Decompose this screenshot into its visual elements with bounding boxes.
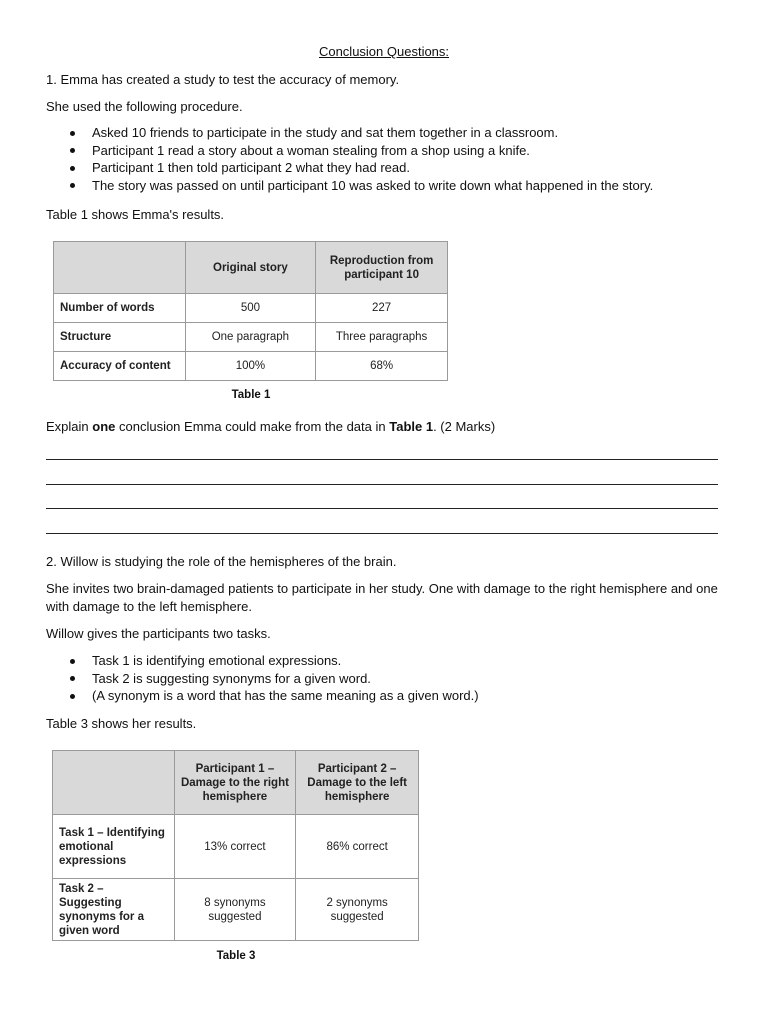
table-cell: 100%	[185, 352, 316, 381]
list-item: Task 2 is suggesting synonyms for a given word.	[46, 670, 718, 688]
table-row	[53, 815, 419, 879]
table-cell: 500	[185, 294, 316, 323]
table-corner-cell	[54, 242, 186, 294]
row-label: Task 2 – Suggesting synonyms for a given word	[53, 879, 175, 941]
q2-invite: She invites two brain-damaged patients to participate in her study. One with damage to the right hemisphere and one with damage to the left hemisphere.	[46, 581, 718, 614]
list-item: Asked 10 friends to participate in the study and sat them together in a classroom.	[46, 124, 718, 142]
column-header: Participant 1 – Damage to the right hemisphere	[174, 751, 296, 815]
answer-line[interactable]	[46, 459, 718, 460]
column-header: Participant 2 – Damage to the left hemisphere	[296, 751, 419, 815]
question-text: Explain	[46, 419, 93, 434]
answer-line[interactable]	[46, 508, 718, 509]
q1-table-intro: Table 1 shows Emma's results.	[46, 207, 225, 222]
q1-intro: 1. Emma has created a study to test the accuracy of memory.	[46, 72, 400, 87]
table-cell: 86% correct	[296, 815, 419, 879]
q1-procedure-intro: She used the following procedure.	[46, 99, 243, 114]
table-cell: 13% correct	[174, 815, 296, 879]
list-item: Task 1 is identifying emotional expressions.	[46, 652, 718, 670]
table-row	[54, 323, 448, 352]
row-label: Accuracy of content	[54, 352, 186, 381]
row-label: Task 1 – Identifying emotional expressions	[53, 815, 175, 879]
table-corner-cell	[53, 751, 175, 815]
q2-intro: 2. Willow is studying the role of the hemispheres of the brain.	[46, 554, 397, 569]
list-item: The story was passed on until participant 10 was asked to write down what happened in the story.	[46, 177, 718, 195]
q2-results-table	[52, 750, 419, 941]
q1-question	[46, 418, 718, 436]
answer-line[interactable]	[46, 533, 718, 534]
table-row	[53, 879, 419, 941]
table-cell: 2 synonyms suggested	[296, 879, 419, 941]
table-cell: Three paragraphs	[316, 323, 448, 352]
question-text: conclusion Emma could make from the data in	[115, 419, 390, 434]
q2-table-intro: Table 3 shows her results.	[46, 716, 197, 731]
table-caption: Table 3	[216, 950, 256, 962]
table-row	[54, 294, 448, 323]
question-emphasis: Table 1	[389, 419, 434, 434]
table-row	[54, 352, 448, 381]
column-header: Reproduction from participant 10	[316, 242, 448, 294]
question-emphasis: one	[92, 419, 116, 434]
table-caption: Table 1	[231, 389, 271, 401]
question-text: . (2 Marks)	[433, 419, 496, 434]
table-header-row	[54, 242, 448, 294]
table-cell: 68%	[316, 352, 448, 381]
q2-tasks-intro: Willow gives the participants two tasks.	[46, 626, 271, 641]
row-label: Structure	[54, 323, 186, 352]
list-item: Participant 1 read a story about a woman stealing from a shop using a knife.	[46, 142, 718, 160]
row-label: Number of words	[54, 294, 186, 323]
table-cell: One paragraph	[185, 323, 316, 352]
table-header-row	[53, 751, 419, 815]
list-item: (A synonym is a word that has the same meaning as a given word.)	[46, 687, 718, 705]
table-cell: 227	[316, 294, 448, 323]
column-header: Original story	[185, 242, 316, 294]
q1-procedure-list	[46, 124, 718, 194]
list-item: Participant 1 then told participant 2 what they had read.	[46, 159, 718, 177]
q2-task-list	[46, 652, 718, 705]
table-cell: 8 synonyms suggested	[174, 879, 296, 941]
answer-line[interactable]	[46, 484, 718, 485]
page-title: Conclusion Questions:	[318, 44, 450, 59]
q1-results-table	[53, 241, 448, 381]
